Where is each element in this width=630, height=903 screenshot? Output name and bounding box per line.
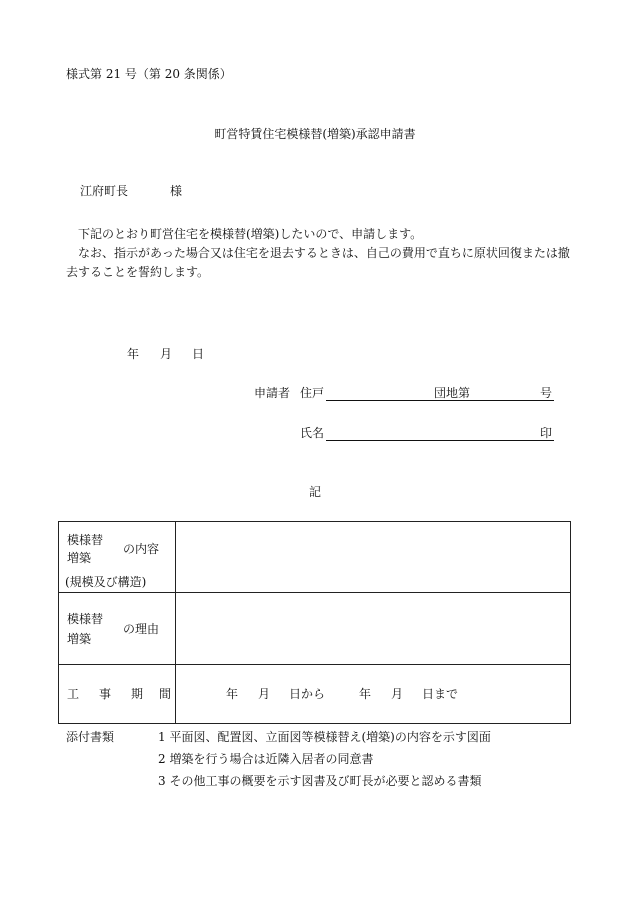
content-label-cell xyxy=(59,522,176,593)
period-label-char1: 工 xyxy=(67,687,80,701)
name-label: 氏名 xyxy=(300,426,325,440)
seal-label: 印 xyxy=(540,426,553,440)
content-label-suffix: の内容 xyxy=(123,542,160,556)
address-label: 住戸 xyxy=(300,386,325,400)
date-day-label: 日 xyxy=(192,347,205,361)
attachment-item-3: 3 その他工事の概要を示す図書及び町長が必要と認める書類 xyxy=(158,774,482,788)
form-number: 様式第 21 号（第 20 条関係） xyxy=(66,67,232,81)
date-month-label: 月 xyxy=(160,347,173,361)
addressee-name: 江府町長 xyxy=(80,184,129,198)
period-start-day: 日から xyxy=(289,687,326,701)
table-row-period xyxy=(59,665,571,724)
period-start-year: 年 xyxy=(226,687,239,701)
details-table xyxy=(58,521,571,724)
body-paragraph-request: 下記のとおり町営住宅を模様替(増築)したいので、申請します。 xyxy=(78,227,423,241)
attachment-item-1: 1 平面図、配置図、立面図等模様替え(増築)の内容を示す図面 xyxy=(158,730,491,744)
period-label-char2: 事 xyxy=(99,687,112,701)
reason-label-line1: 模様替 xyxy=(67,612,104,626)
reason-input-cell[interactable] xyxy=(176,593,571,665)
period-end-day: 日まで xyxy=(422,687,459,701)
content-label-note: (規模及び構造) xyxy=(65,575,147,589)
content-input-cell[interactable] xyxy=(176,522,571,593)
attachment-item-2: 2 増築を行う場合は近隣入居者の同意書 xyxy=(158,752,374,766)
ki-heading: 記 xyxy=(308,485,321,499)
body-paragraph-pledge: なお、指示があった場合又は住宅を退去するときは、自己の費用で直ちに原状回復または撤去することを誓約します。 xyxy=(66,246,570,279)
content-label-line2: 増築 xyxy=(67,551,92,565)
period-label-char4: 間 xyxy=(159,687,172,701)
estate-label: 団地第 xyxy=(434,386,471,400)
document-title: 町営特賃住宅模様替(増築)承認申請書 xyxy=(214,127,416,141)
period-label-cell xyxy=(59,665,176,724)
name-field[interactable] xyxy=(326,440,554,441)
addressee-honorific: 様 xyxy=(170,184,183,198)
applicant-label: 申請者 xyxy=(254,386,291,400)
reason-label-suffix: の理由 xyxy=(123,622,160,636)
period-end-month: 月 xyxy=(391,687,404,701)
period-start-month: 月 xyxy=(258,687,271,701)
period-end-year: 年 xyxy=(359,687,372,701)
table-row-reason xyxy=(59,593,571,665)
date-year-label: 年 xyxy=(127,347,140,361)
reason-label-cell xyxy=(59,593,176,665)
period-label-char3: 期 xyxy=(131,687,144,701)
unit-number-label: 号 xyxy=(540,386,553,400)
reason-label-line2: 増築 xyxy=(67,632,92,646)
table-row-content xyxy=(59,522,571,593)
attachments-title: 添付書類 xyxy=(66,730,115,744)
content-label-line1: 模様替 xyxy=(67,533,104,547)
period-input-cell[interactable] xyxy=(176,665,571,724)
